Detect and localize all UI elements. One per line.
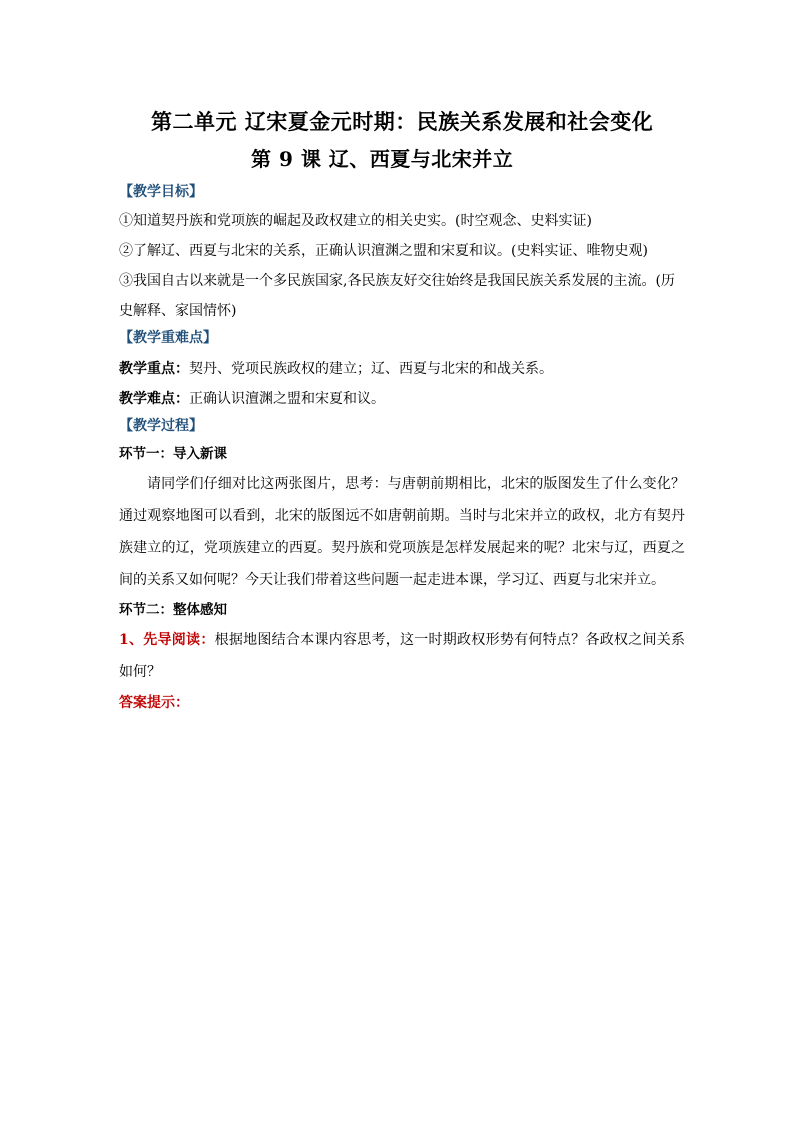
step2-title: 环节二：整体感知 — [119, 602, 227, 618]
process-heading: 【教学过程】 — [119, 418, 203, 434]
focus-line — [119, 354, 685, 384]
objective-item-2: ②了解辽、西夏与北宋的关系，正确认识澶渊之盟和宋夏和议。(史料实证、唯物史观) — [119, 243, 648, 259]
answer-label: 答案提示： — [119, 695, 189, 711]
step1-text: 请同学们仔细对比这两张图片，思考：与唐朝前期相比，北宋的版图发生了什么变化？通过观察地图可以看到，北宋的版图远不如唐朝前期。当时与北宋并立的政权，北方有契丹族建立的辽，党项族建立的西夏。契丹族和党项族是怎样发展起来的呢？北宋与辽，西夏之间的关系又如何呢？今天让我们带着这些问题一起走进本课，学习辽、西夏与北宋并立。 — [119, 476, 685, 588]
difficulty-text: 正确认识澶渊之盟和宋夏和议。 — [189, 391, 385, 407]
difficulty-label: 教学难点： — [119, 391, 189, 407]
unit-title: 第二单元 辽宋夏金元时期：民族关系发展和社会变化 — [151, 109, 654, 134]
document-body — [119, 182, 685, 718]
reading-line — [119, 624, 685, 688]
reading-label: 1、先导阅读： — [119, 632, 215, 648]
lesson-title: 第 9 课 辽、西夏与北宋并立 — [251, 147, 514, 171]
objective-item-3: ③我国自古以来就是一个多民族国家,各民族友好交往始终是我国民族关系发展的主流。(历史解释、家国情怀) — [119, 273, 675, 319]
objective-item-1: ①知道契丹族和党项族的崛起及政权建立的相关史实。(时空观念、史料实证) — [119, 213, 592, 229]
reading-text: 根据地图结合本课内容思考，这一时期政权形势有何特点？各政权之间关系如何？ — [119, 632, 686, 680]
focus-label: 教学重点： — [119, 361, 189, 377]
focus-text: 契丹、党项民族政权的建立；辽、西夏与北宋的和战关系。 — [189, 361, 553, 377]
difficulty-line — [119, 384, 685, 414]
objectives-heading: 【教学目标】 — [119, 184, 203, 200]
key-points-heading: 【教学重难点】 — [119, 330, 217, 346]
step1-title: 环节一：导入新课 — [119, 446, 227, 462]
